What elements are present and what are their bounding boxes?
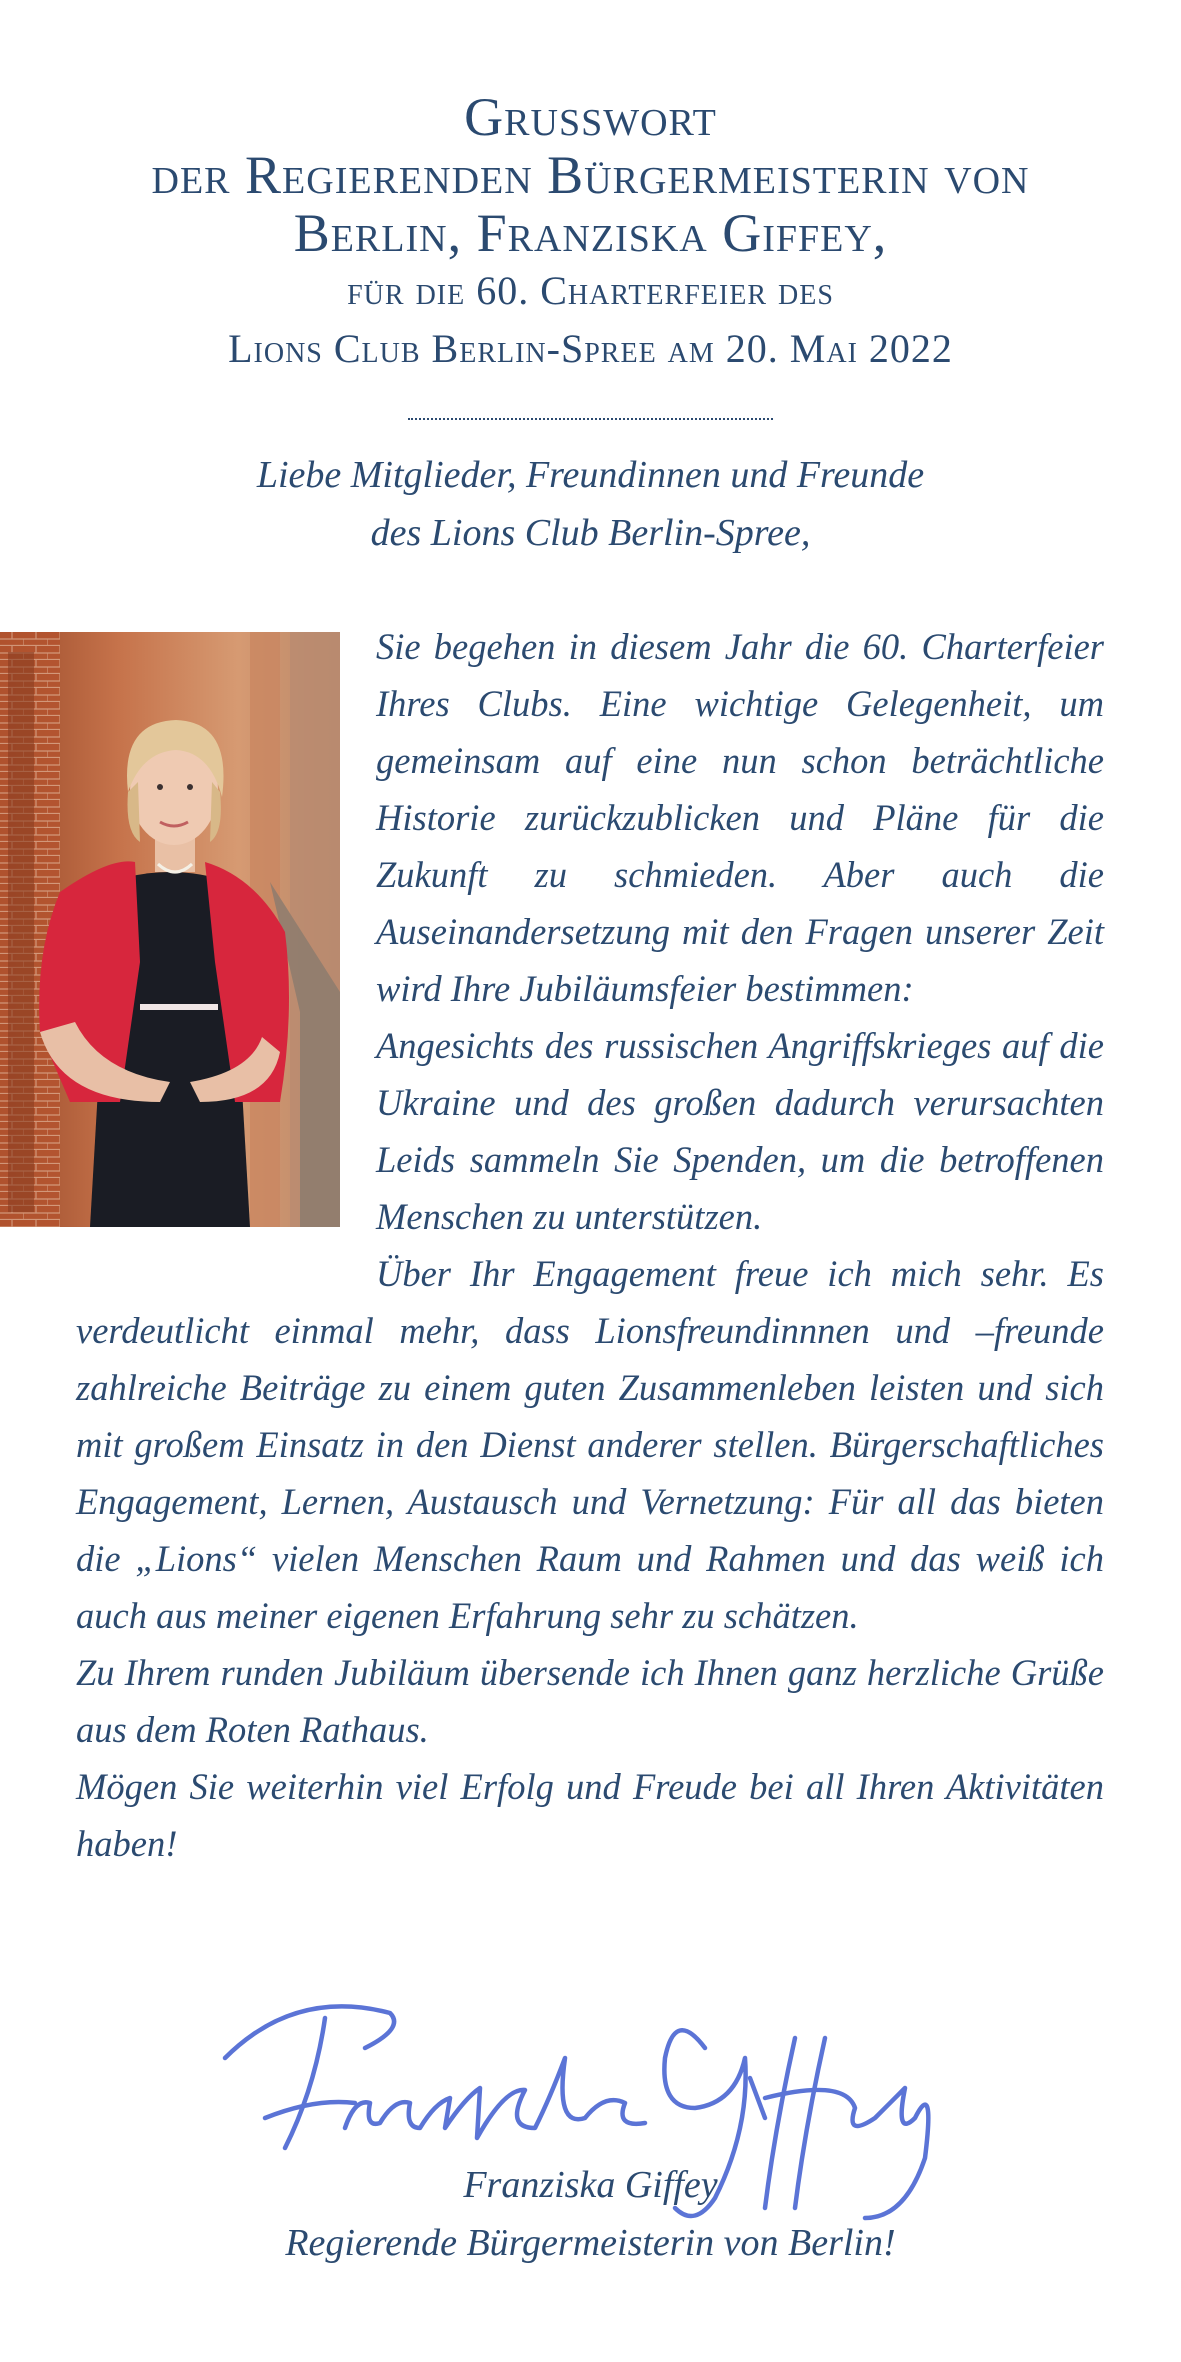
- paragraph-3: Über Ihr Engagement freue ich mich sehr. Es verdeutlicht einmal mehr, dass Lionsfreundinnnen und –freunde zahlreiche Beiträge zu einem guten Zusammenleben leisten und sich mit großem Einsatz in den Dienst anderer stellen. Bürgerschaftliches Engagement, Lernen, Austausch und Vernetzung: Für all das bieten die „Lions“ vielen Menschen Raum und Rahmen und das weiß ich auch aus meiner eigenen Erfahrung sehr zu schätzen.: [76, 1253, 1104, 1636]
- paragraph-4: Zu Ihrem runden Jubiläum übersende ich Ihnen ganz herzliche Grüße aus dem Roten Rathaus.: [76, 1652, 1104, 1750]
- signer-block: [0, 2156, 1181, 2272]
- heading-line-4: für die 60. Charterfeier des: [347, 268, 834, 313]
- heading-line-3: Berlin, Franziska Giffey,: [293, 203, 888, 263]
- paragraph-1: Sie begehen in diesem Jahr die 60. Charterfeier Ihres Clubs. Eine wichtige Gelegenheit, um gemeinsam auf eine nun schon beträchtliche Historie zurückzublicken und Pläne für die Zukunft zu schmieden. Aber auch die Auseinandersetzung mit den Fragen unserer Zeit wird Ihre Jubiläumsfeier bestimmen:: [376, 626, 1104, 1009]
- paragraph-5: Mögen Sie weiterhin viel Erfolg und Freude bei all Ihren Aktivitäten haben!: [76, 1766, 1104, 1864]
- salutation-line-2: des Lions Club Berlin-Spree,: [370, 512, 811, 554]
- salutation: [120, 446, 1061, 562]
- paragraph-2: Angesichts des russischen Angriffskrieges auf die Ukraine und des großen dadurch verursachten Leids sammeln Sie Spenden, um die betroffenen Menschen zu unterstützen.: [376, 1025, 1104, 1237]
- signer-name: Franziska Giffey: [463, 2164, 718, 2206]
- dotted-divider: [408, 418, 773, 420]
- heading-line-2: der Regierenden Bürgermeisterin von: [151, 145, 1030, 205]
- heading-line-1: Grusswort: [464, 87, 717, 147]
- heading-line-5: Lions Club Berlin-Spree am 20. Mai 2022: [228, 326, 953, 371]
- letter-body: [76, 618, 1104, 1872]
- heading: [60, 88, 1121, 378]
- salutation-line-1: Liebe Mitglieder, Freundinnen und Freunde: [256, 454, 925, 496]
- signer-role: Regierende Bürgermeisterin von Berlin!: [285, 2222, 896, 2264]
